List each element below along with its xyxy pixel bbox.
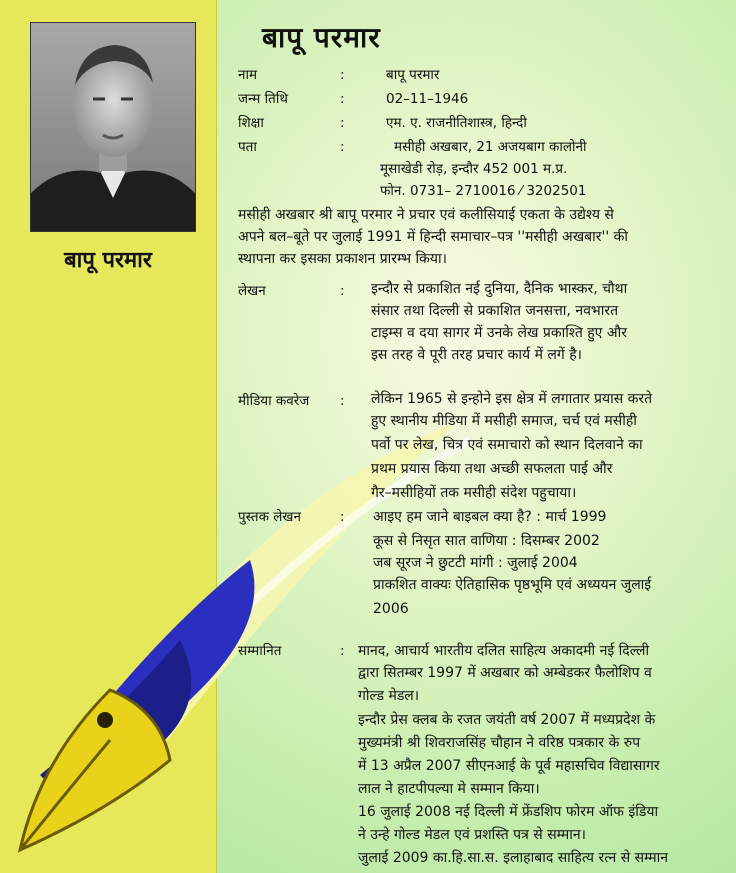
honor-line: इन्दौर प्रेस क्लब के रजत जयंती वर्ष 2007 में मध्यप्रदेश के (358, 712, 656, 728)
writing-label: लेखन (238, 283, 266, 299)
media-label: मीडिया कवरेज (238, 393, 310, 409)
book-line: जब सूरज ने छुटटी मांगी : जुलाई 2004 (373, 555, 578, 571)
sidebar-name: बापू परमार (64, 248, 152, 273)
media-line: प्रथम प्रयास किया तथा अच्छी सफलता पाई और (371, 461, 613, 477)
colon: : (340, 393, 345, 409)
media-line: पर्वो पर लेख, चित्र एवं समाचारो को स्थान दिलवाने का (371, 437, 643, 453)
intro-line: स्थापना कर इसका प्रकाशन प्रारम्भ किया। (238, 251, 447, 267)
portrait-photo (30, 22, 196, 232)
sidebar (0, 0, 217, 873)
name-label: नाम (238, 67, 258, 83)
colon: : (340, 139, 345, 155)
honor-line: मुख्यमंत्री श्री शिवराजसिंह चौहान ने वरिष्ठ पत्रकार के रुप (358, 735, 641, 751)
address-label: पता (238, 139, 257, 155)
address-line: मूसाखेडी रोड़, इन्दौर 452 001 म.प्र. (380, 161, 568, 177)
colon: : (340, 283, 345, 299)
media-line: लेकिन 1965 से इन्होने इस क्षेत्र में लगातार प्रयास करते (371, 391, 653, 407)
honor-line: जुलाई 2009 का.हि.सा.स. इलाहाबाद साहित्य रत्न से सम्मान (358, 850, 669, 866)
address-line: मसीही अखबार, 21 अजयबाग कालोनी (394, 139, 587, 155)
honor-line: में 13 अप्रैल 2007 सीएनआई के पूर्व महासचिव विद्यासागर (358, 758, 660, 774)
colon: : (340, 67, 345, 83)
name-value: बापू परमार (386, 67, 440, 83)
book-line: आइए हम जाने बाइबल क्या है? : मार्च 1999 (373, 509, 607, 525)
education-value: एम. ए. राजनीतिशास्त्र, हिन्दी (386, 115, 527, 131)
writing-line: टाइम्स व दया सागर में उनके लेख प्रकाश्ति हुए और (371, 325, 627, 341)
media-line: हुए स्थानीय मीडिया में मसीही समाज, चर्च एवं मसीही (371, 413, 637, 429)
education-label: शिक्षा (238, 115, 264, 131)
colon: : (340, 115, 345, 131)
honor-line: ने उन्हे गोल्ड मेडल एवं प्रशस्ति पत्र से सम्मान। (358, 827, 586, 843)
honors-label: सम्मानित (238, 643, 282, 659)
colon: : (340, 91, 345, 107)
honor-line: लाल ने हाटपीपल्या मे सम्मान किया। (358, 781, 540, 797)
book-line: 2006 (373, 601, 409, 617)
honor-line: गोल्ड मेडल। (358, 688, 420, 704)
honor-line: 16 जुलाई 2008 नई दिल्ली में फ्रेंडशिप फोरम ऑफ इंडिया (358, 804, 659, 820)
intro-line: अपने बल–बूते पर जुलाई 1991 में हिन्दी समाचार–पत्र ''मसीही अखबार'' की (238, 229, 629, 245)
writing-line: इन्दौर से प्रकाशित नई दुनिया, दैनिक भास्कर, चौथा (371, 281, 628, 297)
book-line: कूस से निसृत सात वाणिया : दिसम्बर 2002 (373, 533, 600, 549)
books-label: पुस्तक लेखन (238, 509, 301, 525)
honor-line: मानद, आचार्य भारतीय दलित साहित्य अकादमी नई दिल्ली (358, 643, 650, 659)
page-title: बापू परमार (262, 21, 381, 54)
media-line: गैर–मसीहियों तक मसीही संदेश पहुचाया। (371, 485, 577, 501)
colon: : (340, 509, 345, 525)
phone-line: फोन. 0731– 2710016 ⁄ 3202501 (380, 183, 587, 199)
intro-line: मसीही अखबार श्री बापू परमार ने प्रचार एवं कलीसियाई एकता के उद्येश्य से (238, 207, 614, 223)
dob-value: 02–11–1946 (386, 91, 469, 107)
writing-line: इस तरह वे पूरी तरह प्रचार कार्य में लगें है। (371, 347, 582, 363)
dob-label: जन्म तिथि (238, 91, 288, 107)
honor-line: द्वारा सितम्बर 1997 में अखबार को अम्बेडकर फैलोशिप व (358, 665, 652, 681)
writing-line: संसार तथा दिल्ली से प्रकाशित जनसत्ता, नवभारत (371, 303, 619, 319)
colon: : (340, 643, 345, 659)
book-line: प्राकशित वाक्यः ऐतिहासिक पृष्ठभूमि एवं अध्ययन जुलाई (373, 577, 652, 593)
